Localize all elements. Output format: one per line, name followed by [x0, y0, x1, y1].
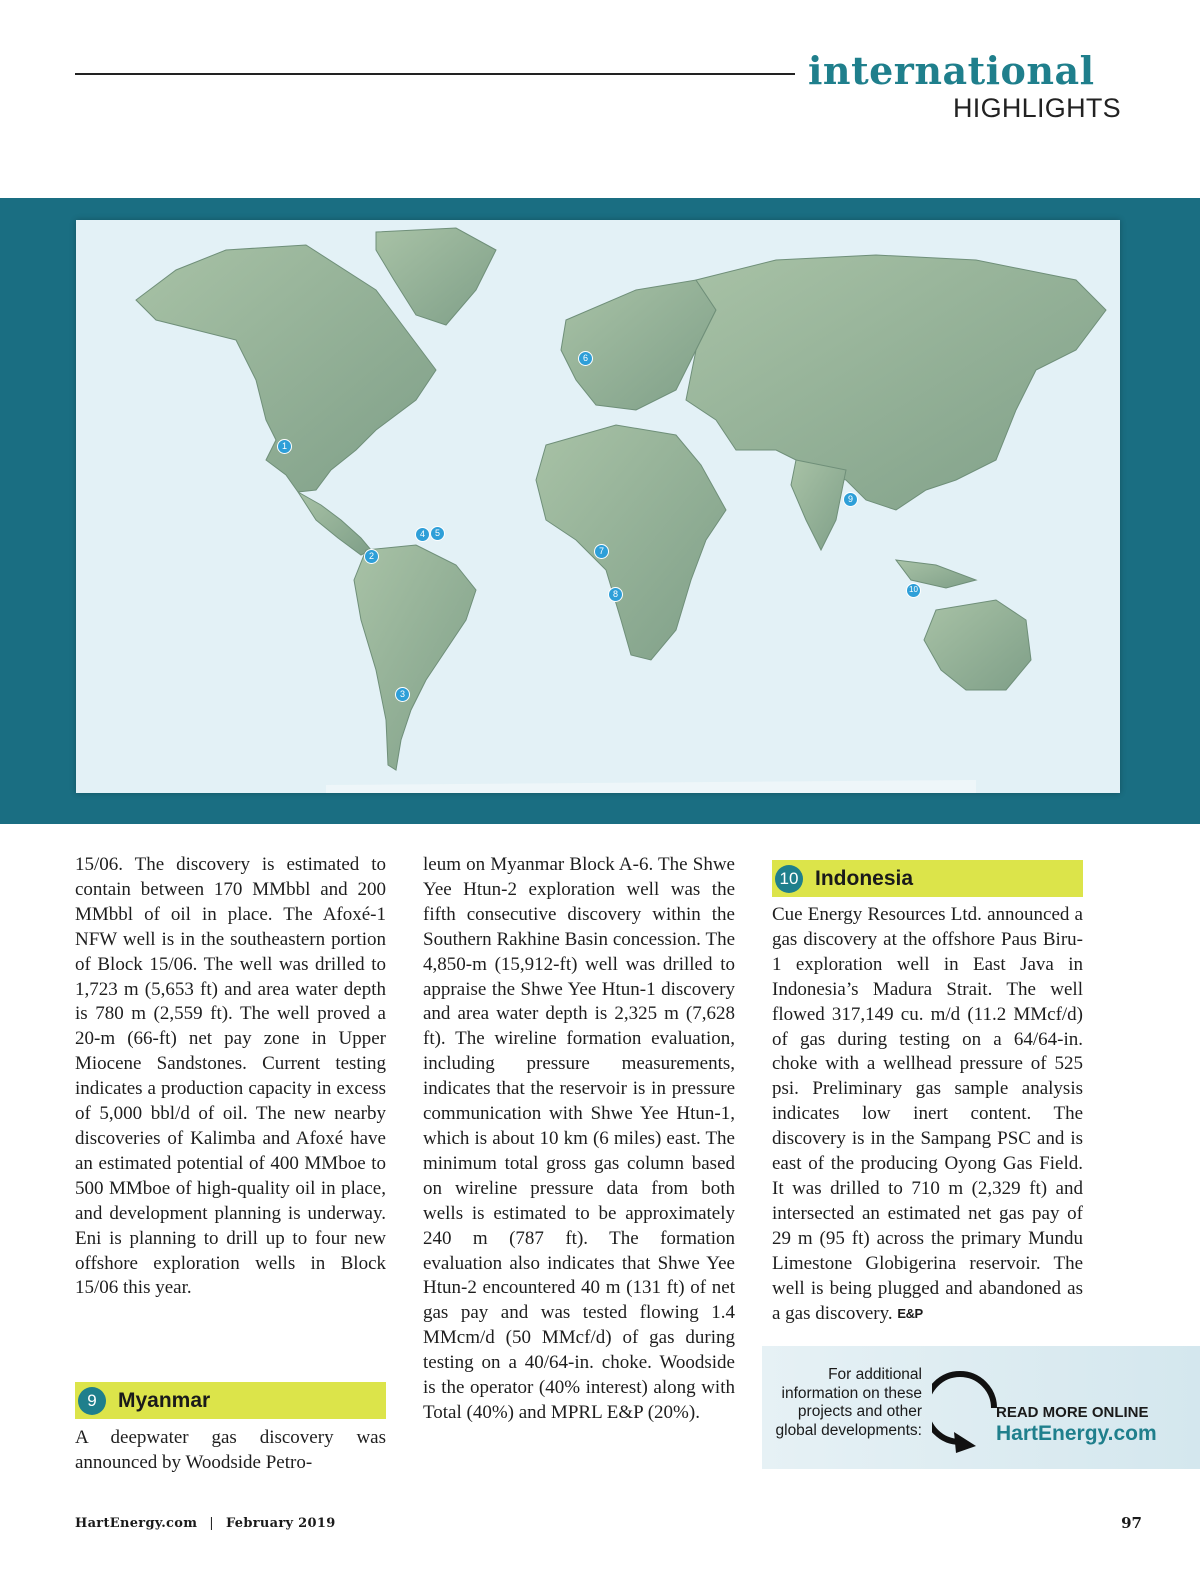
map-marker-8[interactable]: 8 — [608, 587, 623, 602]
footer-site[interactable]: HartEnergy.com — [75, 1516, 198, 1531]
section-number-badge: 9 — [78, 1387, 106, 1415]
map-marker-4[interactable]: 4 — [415, 527, 430, 542]
section-number-badge: 10 — [775, 865, 803, 893]
map-marker-5[interactable]: 5 — [430, 526, 445, 541]
section-heading-label: Myanmar — [118, 1388, 211, 1412]
section-subtitle: HIGHLIGHTS — [952, 93, 1121, 123]
column-2-text: leum on Myanmar Block A-6. The Shwe Yee Htun-2 exploration well was the fifth consecutive discovery within the Southern Rakhine Basin concession. The 4,850-m (15,912-ft) well was drilled to appraise the Shwe Yee Htun-1 discovery and area water depth is 2,325 m (7,628 ft). The wireline formation evaluation, including pressure measurements, indicates that the reservoir is in pressure communication with Shwe Yee Htun-1, which is about 10 km (6 miles) east. The minimum total gross gas column based on wireline pressure data from both wells is estimated to be approximately 240 m (787 ft). The formation evaluation also indicates that Shwe Yee Htun-2 encountered 40 m (131 ft) of net gas pay and was tested flowing 1.4 MMcm/d (50 MMcf/d) of gas during testing on a 40/64-in. choke. Woodside is the operator (40% interest) along with Total (40%) and MPRL E&P (20%). — [423, 854, 735, 1423]
map-marker-10[interactable]: 10 — [906, 583, 921, 598]
map-marker-1[interactable]: 1 — [277, 439, 292, 454]
ep-end-mark-logo: E&P — [897, 1305, 923, 1321]
column-1-text: 15/06. The discovery is estimated to contain between 170 MMbbl and 200 MMbbl of oil in place. The Afoxé-1 NFW well is in the southeastern portion of Block 15/06. The well was drilled to 1,723 m (5,653 ft) and area water depth is 780 m (2,559 ft). The well proved a 20-m (66-ft) net pay zone in Upper Miocene Sandstones. Current testing indicates a production capacity in excess of 5,000 bbl/d of oil. The new nearby discoveries of Kalimba and Afoxé have an estimated potential of 400 MMboe to 500 MMboe of high-quality oil in place, and development planning is underway. Eni is planning to drill up to four new offshore exploration wells in Block 15/06 this year. — [75, 854, 386, 1299]
page-number: 97 — [1121, 1514, 1142, 1532]
footer-date: February 2019 — [225, 1516, 336, 1531]
map-marker-2[interactable]: 2 — [364, 549, 379, 564]
myanmar-intro-text: A deepwater gas discovery was announced by Woodside Petro- — [75, 1427, 386, 1473]
map-marker-7[interactable]: 7 — [594, 544, 609, 559]
world-map — [76, 220, 1120, 793]
promo-description: For additional information on these projects and other global developments: — [775, 1366, 922, 1439]
indonesia-text: Cue Energy Resources Ltd. announced a gas discovery at the offshore Paus Biru-1 exploration well in East Java in Indonesia’s Madura Strait. The well flowed 317,149 cu. m/d (11.2 MMcf/d) of gas during testing on a 64/64-in. choke with a wellhead pressure of 525 psi. Preliminary gas sample analysis indicates low inert content. The discovery is in the Sampang PSC and is east of the producing Oyong Gas Field. It was drilled to 710 m (2,329 ft) and intersected an estimated net gas pay of 29 m (95 ft) across the primary Mundu Limestone Globigerina reservoir. The well is being plugged and abandoned as a gas discovery. — [772, 904, 1083, 1324]
map-marker-9[interactable]: 9 — [843, 492, 858, 507]
hartenergy-link[interactable]: HartEnergy.com — [996, 1422, 1157, 1445]
page-footer — [75, 1516, 336, 1531]
circular-arrow-icon — [932, 1362, 1002, 1454]
map-marker-6[interactable]: 6 — [578, 351, 593, 366]
footer-separator: | — [209, 1516, 214, 1531]
section-title: international — [808, 48, 1095, 93]
indonesia-text-wrapper — [772, 903, 1083, 1326]
world-map-graphic — [76, 220, 1120, 793]
section-heading-label: Indonesia — [815, 866, 914, 890]
article-column-3 — [772, 903, 1083, 1326]
header-rule — [75, 73, 795, 75]
section-heading-indonesia — [772, 860, 1083, 897]
read-more-label: READ MORE ONLINE — [996, 1404, 1149, 1421]
map-marker-3[interactable]: 3 — [395, 687, 410, 702]
section-heading-myanmar — [75, 1382, 386, 1419]
article-column-2 — [423, 853, 735, 1426]
article-column-1 — [75, 853, 386, 1301]
read-more-promo[interactable] — [762, 1346, 1200, 1469]
